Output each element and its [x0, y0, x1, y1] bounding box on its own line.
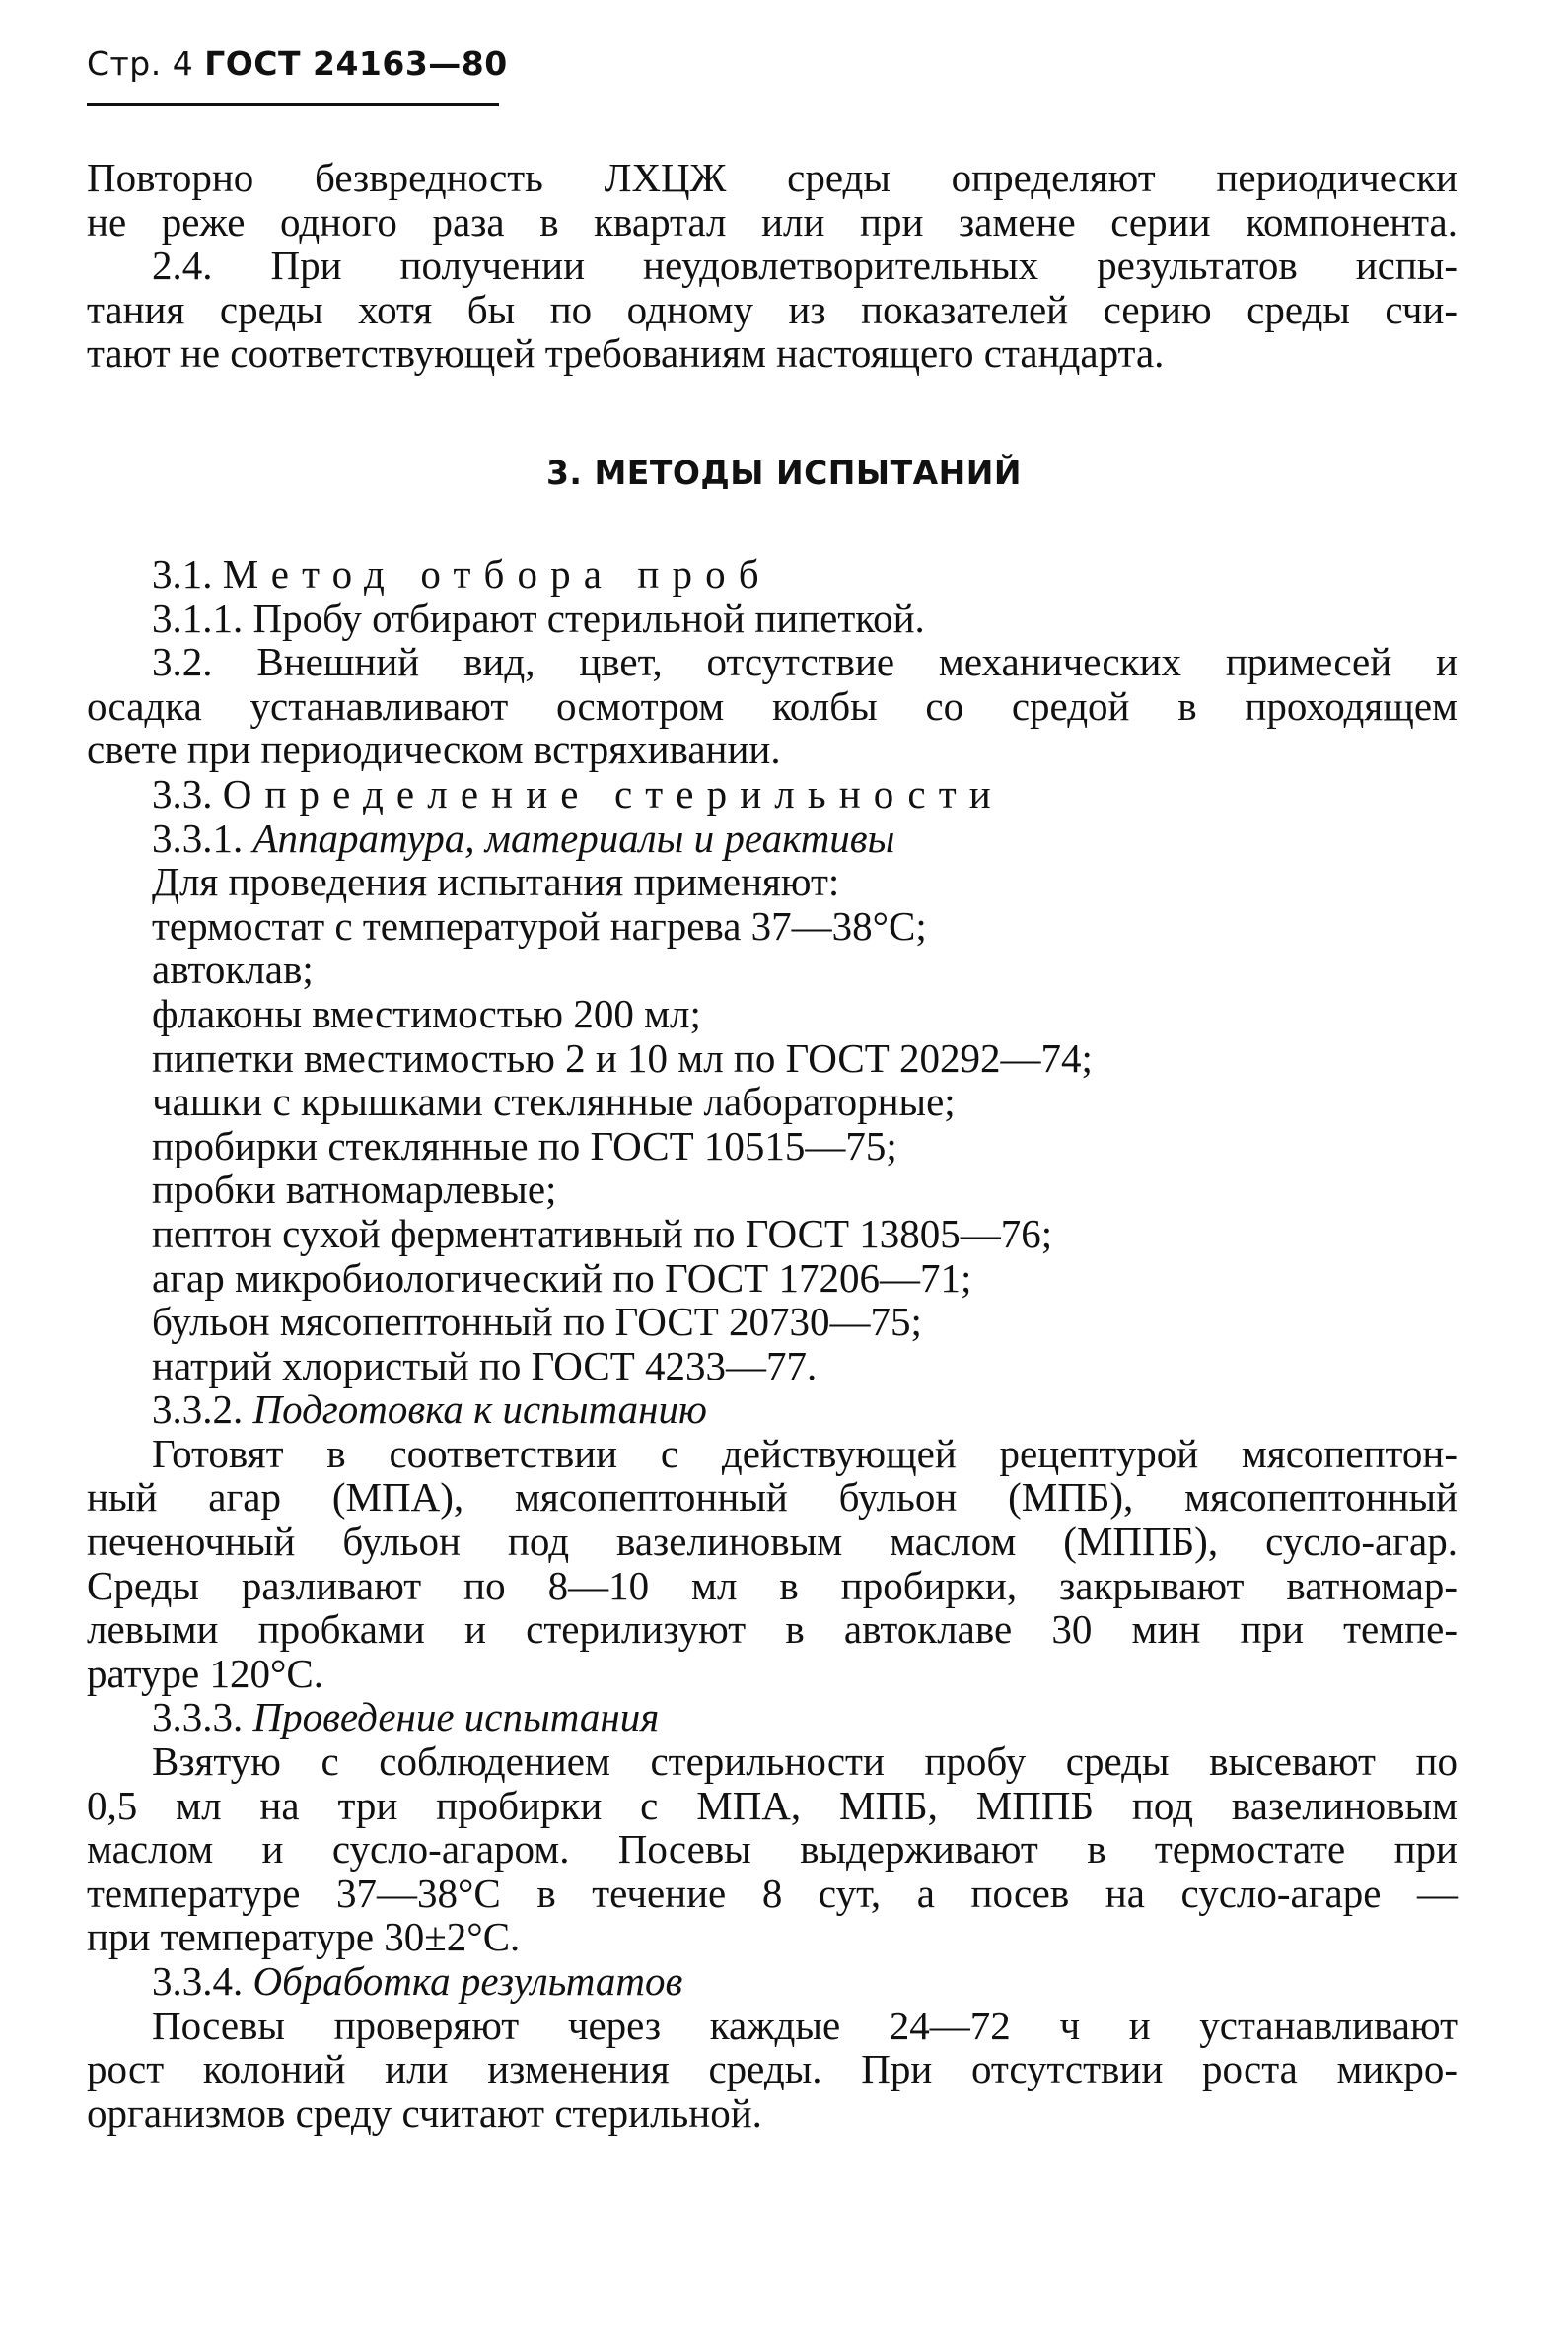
text-line: при температуре 30±2°С. [87, 1914, 521, 1960]
page-number: Стр. 4 [87, 44, 194, 83]
text-line: не реже одного раза в квартал или при замене серии компонента. [87, 198, 1458, 245]
text-line: 3.1.1. Пробу отбирают стерильной пипеткой. [152, 595, 925, 641]
text-line: Готовят в соответствии с действующей рецептурой мясопептон- [152, 1430, 1458, 1476]
subsection-number: 3.1. [152, 551, 213, 597]
text-line: левыми пробками и стерилизуют в автоклаве 30 мин при темпе- [87, 1606, 1458, 1653]
subsection-title: Метод отбора проб [222, 551, 772, 597]
clause-number: 3.3.3. [152, 1694, 244, 1740]
page-header [87, 44, 508, 83]
text-line: Среды разливают по 8—10 мл в пробирки, закрывают ватномар- [87, 1562, 1458, 1608]
list-item: пипетки вместимостью 2 и 10 мл по ГОСТ 20292—74; [152, 1034, 1093, 1081]
text-line: тания среды хотя бы по одному из показателей серию среды счи- [87, 286, 1458, 332]
text-line: 0,5 мл на три пробирки с МПА, МПБ, МППБ под вазелиновым [87, 1782, 1458, 1828]
section-title: 3. МЕТОДЫ ИСПЫТАНИЙ [545, 454, 1023, 492]
text-line: осадка устанавливают осмотром колбы со средой в проходящем [87, 682, 1458, 729]
subsection-heading [87, 772, 1458, 816]
intro-block [87, 156, 1458, 376]
text-line: печеночный бульон под вазелиновым маслом (МППБ), сусло-агар. [87, 1519, 1458, 1565]
subsection-title: Определение стерильности [222, 770, 1004, 816]
list-item: агар микробиологический по ГОСТ 17206—71; [152, 1254, 972, 1301]
clause-number: 3.3.2. [152, 1386, 244, 1433]
section-3-body [87, 552, 1458, 2135]
clause-heading [87, 816, 1458, 861]
list-item: пробки ватномарлевые; [152, 1167, 557, 1213]
clause-title: Проведение испытания [252, 1694, 660, 1740]
clause-heading [87, 1387, 1458, 1432]
text-line: маслом и сусло-агаром. Посевы выдерживают в термостате при [87, 1826, 1458, 1873]
text-line: тают не соответствующей требованиям настоящего стандарта. [87, 330, 1165, 377]
list-item: бульон мясопептонный по ГОСТ 20730—75; [152, 1299, 922, 1345]
text-line: Повторно безвредность ЛХЦЖ среды определяют периодически [87, 155, 1458, 200]
text-line: Взятую с соблюдением стерильности пробу среды высевают по [152, 1738, 1458, 1785]
list-item: пробирки стеклянные по ГОСТ 10515—75; [152, 1122, 897, 1168]
subsection-heading [87, 552, 1458, 597]
clause-title: Подготовка к испытанию [252, 1386, 707, 1433]
text-line: Посевы проверяют через каждые 24—72 ч и устанавливают [152, 2002, 1458, 2048]
clause-title: Обработка результатов [252, 1958, 683, 2004]
list-item: автоклав; [152, 947, 314, 993]
text-line: температуре 37—38°С в течение 8 сут, а посев на сусло-агаре — [87, 1870, 1458, 1916]
clause-title: Аппаратура, материалы и реактивы [252, 814, 895, 861]
list-item: флаконы вместимостью 200 мл; [152, 990, 701, 1036]
clause-heading [87, 1959, 1458, 2004]
clause-number: 3.3.4. [152, 1958, 244, 2004]
clause-heading [87, 1695, 1458, 1739]
subsection-number: 3.3. [152, 770, 213, 816]
text-line: 3.2. Внешний вид, цвет, отсутствие механических примесей и [152, 639, 1458, 685]
list-item: чашки с крышками стеклянные лабораторные; [152, 1079, 956, 1125]
standard-number: ГОСТ 24163—80 [204, 44, 508, 83]
text-line: ратуре 120°С. [87, 1650, 323, 1696]
text-line: свете при периодическом встряхивании. [87, 727, 781, 773]
text-line: рост колоний или изменения среды. При отсутствии роста микро- [87, 2046, 1458, 2092]
text-line: ный агар (МПА), мясопептонный бульон (МПБ), мясопептонный [87, 1474, 1458, 1521]
list-item: термостат с температурой нагрева 37—38°С; [152, 902, 927, 949]
list-item: пептон сухой ферментативный по ГОСТ 13805—76; [152, 1210, 1053, 1256]
list-item: натрий хлористый по ГОСТ 4233—77. [152, 1342, 818, 1388]
clause-number: 3.3.1. [152, 814, 244, 861]
text-line: 2.4. При получении неудовлетворительных результатов испы- [152, 243, 1458, 289]
text-line: Для проведения испытания применяют: [152, 859, 840, 905]
header-rule [87, 103, 499, 106]
text-line: организмов среду считают стерильной. [87, 2089, 762, 2136]
